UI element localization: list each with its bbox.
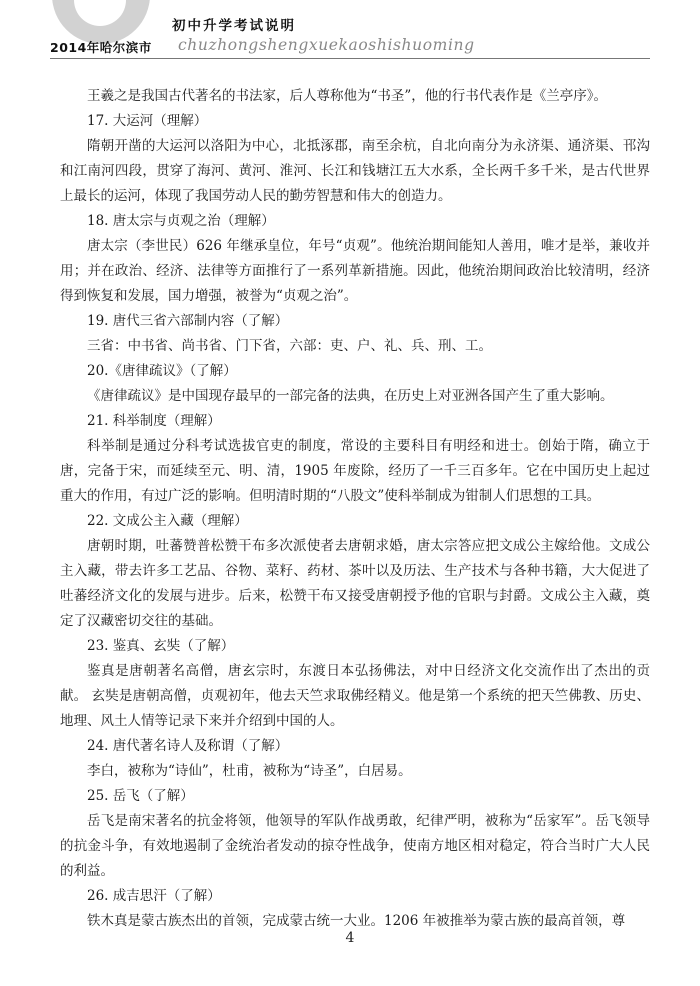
section-heading: 26. 成吉思汗（了解） <box>87 888 221 904</box>
section-heading: 24. 唐代著名诗人及称谓（了解） <box>87 738 289 754</box>
paragraph: 李白，被称为“诗仙”，杜甫，被称为“诗圣”，白居易。 <box>87 763 412 779</box>
page-content <box>60 84 650 934</box>
section-heading: 18. 唐太宗与贞观之治（理解） <box>87 213 275 229</box>
section-heading: 25. 岳飞（了解） <box>87 788 194 804</box>
header-title: 初中升学考试说明 <box>172 18 296 34</box>
section-heading: 20.《唐律疏议》（了解） <box>87 363 237 379</box>
paragraph: 科举制是通过分科考试选拔官吏的制度，常设的主要科目有明经和进士。创始于隋，确立于唐，完备于宋，而延续至元、明、清，1905 年废除，经历了一千三百多年。它在中国历史上起过重大的作用，有过广泛的影响。但明清时期的“八股文”使科举制成为钳制人们思想的工具。 <box>60 438 650 504</box>
paragraph: 《唐律疏议》是中国现存最早的一部完备的法典，在历史上对亚洲各国产生了重大影响。 <box>87 388 614 404</box>
paragraph: 铁木真是蒙古族杰出的首领，完成蒙古统一大业。1206 年被推举为蒙古族的最高首领，尊 <box>87 913 626 929</box>
paragraph: 王羲之是我国古代著名的书法家，后人尊称他为“书圣”，他的行书代表作是《兰亭序》。 <box>87 88 608 104</box>
header-pinyin: chuzhongshengxuekaoshishuoming <box>178 36 475 54</box>
page-number: 4 <box>345 930 355 946</box>
section-heading: 19. 唐代三省六部制内容（了解） <box>87 313 289 329</box>
paragraph: 唐太宗（李世民）626 年继承皇位，年号“贞观”。他统治期间能知人善用，唯才是举，兼收并用；并在政治、经济、法律等方面推行了一系列革新措施。因此，他统治期间政治比较清明，经济得到恢复和发展，国力增强，被誉为“贞观之治”。 <box>60 238 650 304</box>
paragraph: 鉴真是唐朝著名高僧，唐玄宗时，东渡日本弘扬佛法，对中日经济文化交流作出了杰出的贡献。 玄奘是唐朝高僧，贞观初年，他去天竺求取佛经精义。他是第一个系统的把天竺佛教、历史、地理、风土人情等记录下来并介绍到中国的人。 <box>60 663 650 729</box>
section-heading: 17. 大运河（理解） <box>87 113 208 129</box>
header-year-label: 2014年哈尔滨市 <box>50 40 152 55</box>
paragraph: 岳飞是南宋著名的抗金将领，他领导的军队作战勇敢，纪律严明，被称为“岳家军”。岳飞领导的抗金斗争，有效地遏制了金统治者发动的掠夺性战争，使南方地区相对稳定，符合当时广大人民的利益。 <box>60 813 650 879</box>
paragraph: 隋朝开凿的大运河以洛阳为中心，北抵涿郡，南至余杭，自北向南分为永济渠、通济渠、邗沟和江南河四段，贯穿了海河、黄河、淮河、长江和钱塘江五大水系，全长两千多千米，是古代世界上最长的运河，体现了我国劳动人民的勤劳智慧和伟大的创造力。 <box>60 138 650 204</box>
paragraph: 唐朝时期，吐蕃赞普松赞干布多次派使者去唐朝求婚，唐太宗答应把文成公主嫁给他。文成公主入藏，带去许多工艺品、谷物、菜籽、药材、茶叶以及历法、生产技术与各种书籍，大大促进了吐蕃经济文化的发展与进步。后来，松赞干布又接受唐朝授予他的官职与封爵。文成公主入藏，奠定了汉藏密切交往的基础。 <box>60 538 650 629</box>
section-heading: 21. 科举制度（理解） <box>87 413 221 429</box>
section-heading: 22. 文成公主入藏（理解） <box>87 513 248 529</box>
section-heading: 23. 鉴真、玄奘（了解） <box>87 638 235 654</box>
header-rule <box>50 58 650 59</box>
paragraph: 三省：中书省、尚书省、门下省，六部：吏、户、礼、兵、刑、工。 <box>87 338 492 354</box>
